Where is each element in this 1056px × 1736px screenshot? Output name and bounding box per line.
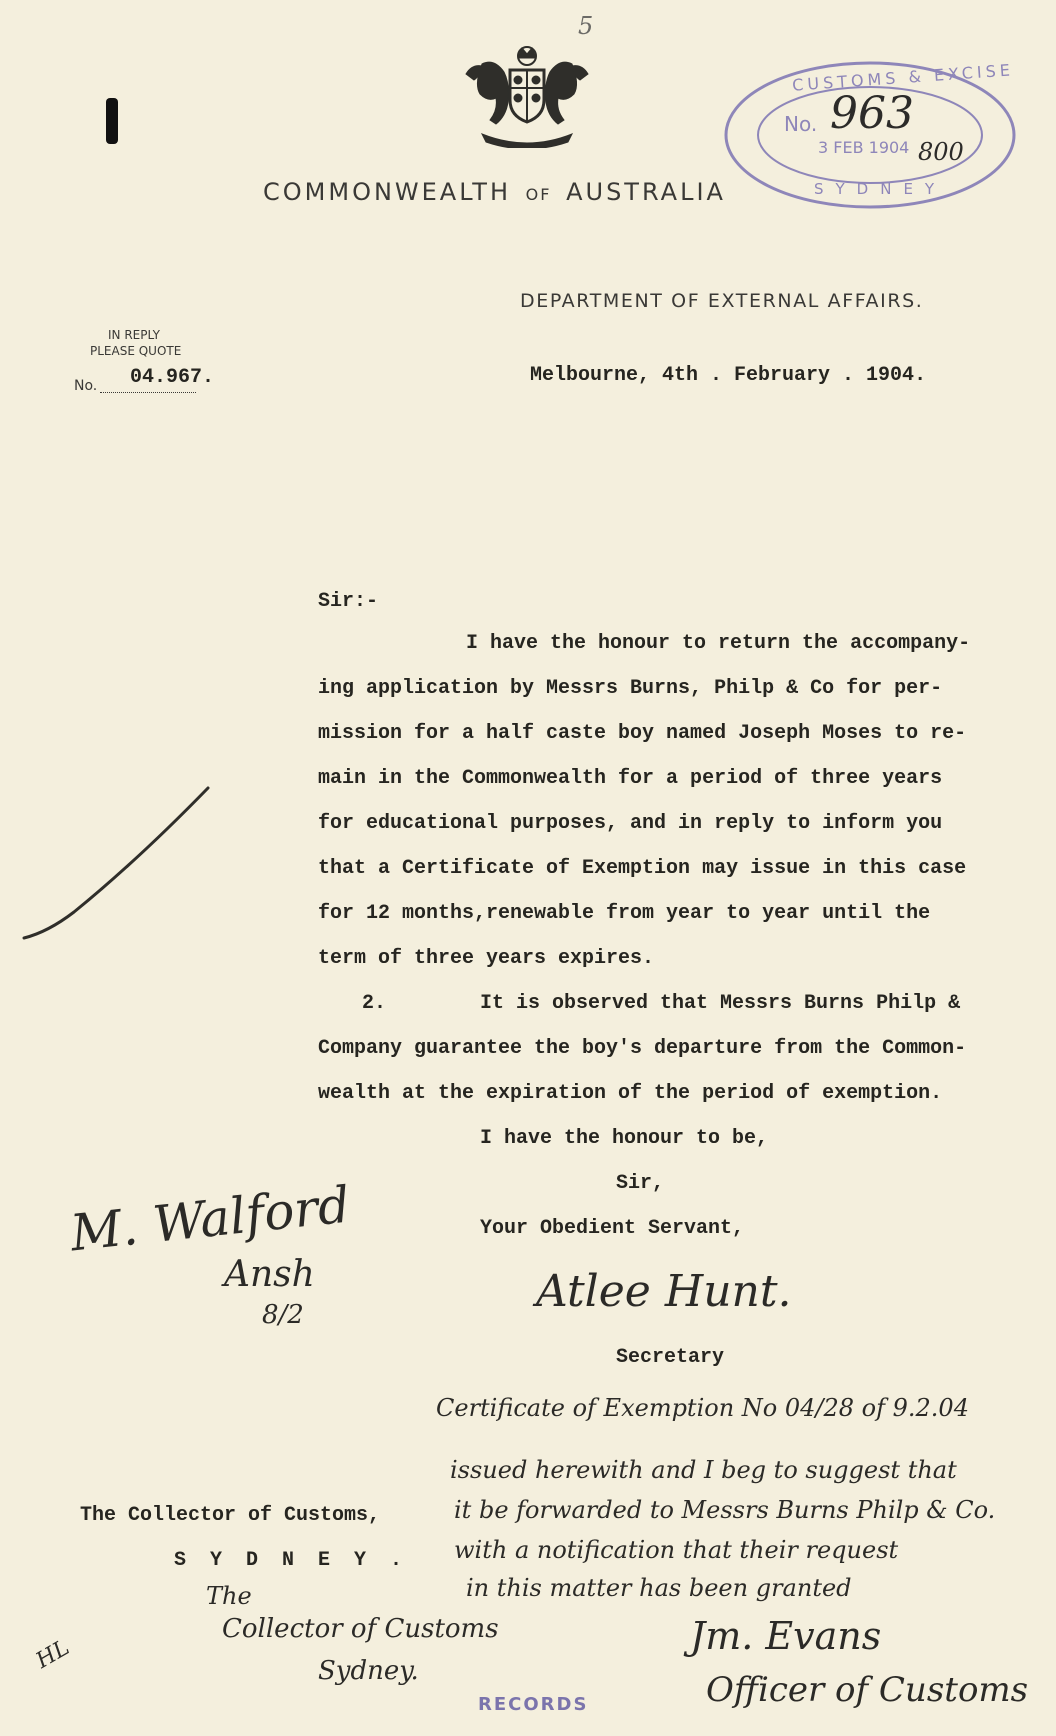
body-line: for 12 months,renewable from year to year until the xyxy=(318,902,931,925)
margin-stroke xyxy=(18,780,218,950)
folio-number: 5 xyxy=(578,12,594,40)
addressee-line2: S Y D N E Y . xyxy=(174,1549,409,1572)
handwritten-note-line: in this matter has been granted xyxy=(466,1574,852,1602)
reply-label-line1: IN REPLY xyxy=(108,328,160,342)
body-line: I have the honour to return the accompany- xyxy=(466,632,971,655)
coat-of-arms-icon xyxy=(452,44,602,148)
closing-line: Sir, xyxy=(616,1172,665,1195)
binding-mark xyxy=(106,98,118,144)
received-stamp xyxy=(722,58,1018,212)
reply-no-label: No. xyxy=(74,378,98,394)
letterhead-title-of: OF xyxy=(525,185,552,204)
body-line: Company guarantee the boy's departure from the Common- xyxy=(318,1037,967,1060)
stamp-number-prefix: No. xyxy=(784,112,818,136)
letterhead-title xyxy=(263,178,726,206)
reply-label-line2: PLEASE QUOTE xyxy=(90,344,182,358)
salutation: Sir:- xyxy=(318,590,379,613)
body-line: term of three years expires. xyxy=(318,947,655,970)
closing-line: Your Obedient Servant, xyxy=(480,1217,745,1240)
body-line: for educational purposes, and in reply to inform you xyxy=(318,812,943,835)
handwritten-note-line: with a notification that their request xyxy=(454,1536,899,1564)
secretary-title: Secretary xyxy=(616,1346,725,1369)
letterhead-title-australia: AUSTRALIA xyxy=(566,178,726,206)
records-stamp: RECORDS xyxy=(478,1694,589,1715)
officer-title: Officer of Customs xyxy=(706,1670,1029,1710)
paragraph-number: 2. xyxy=(362,992,387,1015)
body-line: It is observed that Messrs Burns Philp & xyxy=(480,992,961,1015)
department-name: DEPARTMENT OF EXTERNAL AFFAIRS. xyxy=(520,290,924,312)
handwritten-note-line: issued herewith and I beg to suggest that xyxy=(450,1456,957,1484)
letterhead-title-commonwealth: COMMONWEALTH xyxy=(263,178,511,206)
reply-number: 04.967. xyxy=(130,366,215,389)
date-line: Melbourne, 4th . February . 1904. xyxy=(530,364,927,387)
reply-no-underline xyxy=(100,392,196,393)
handwritten-addressee-line: Sydney. xyxy=(318,1656,419,1686)
body-line: wealth at the expiration of the period of exemption. xyxy=(318,1082,943,1105)
stamp-date: 3 FEB 1904 xyxy=(818,138,910,157)
initials: HL xyxy=(32,1635,74,1674)
margin-note-line3: 8/2 xyxy=(262,1300,304,1330)
body-line: ing application by Messrs Burns, Philp & Co for per- xyxy=(318,677,943,700)
secretary-signature: Atlee Hunt. xyxy=(536,1266,792,1317)
handwritten-note-line: it be forwarded to Messrs Burns Philp & Co. xyxy=(454,1496,996,1524)
body-line: main in the Commonwealth for a period of three years xyxy=(318,767,943,790)
margin-note-line2: Ansh xyxy=(224,1254,315,1295)
handwritten-addressee-line: The xyxy=(206,1582,252,1610)
handwritten-note-line: Certificate of Exemption No 04/28 of 9.2.04 xyxy=(436,1394,969,1422)
body-line: mission for a half caste boy named Joseph Moses to re- xyxy=(318,722,967,745)
handwritten-addressee-line: Collector of Customs xyxy=(222,1614,499,1644)
stamp-extra: 800 xyxy=(918,138,964,166)
stamp-top-text: CUSTOMS & EXCISE xyxy=(791,60,1015,95)
body-line: that a Certificate of Exemption may issue in this case xyxy=(318,857,967,880)
closing-line: I have the honour to be, xyxy=(480,1127,769,1150)
stamp-number: 963 xyxy=(830,88,914,139)
stamp-bottom-text: SYDNEY xyxy=(814,180,947,198)
addressee-line1: The Collector of Customs, xyxy=(80,1504,381,1527)
margin-note-name: M. Walford xyxy=(67,1175,353,1263)
officer-signature: Jm. Evans xyxy=(690,1614,882,1658)
